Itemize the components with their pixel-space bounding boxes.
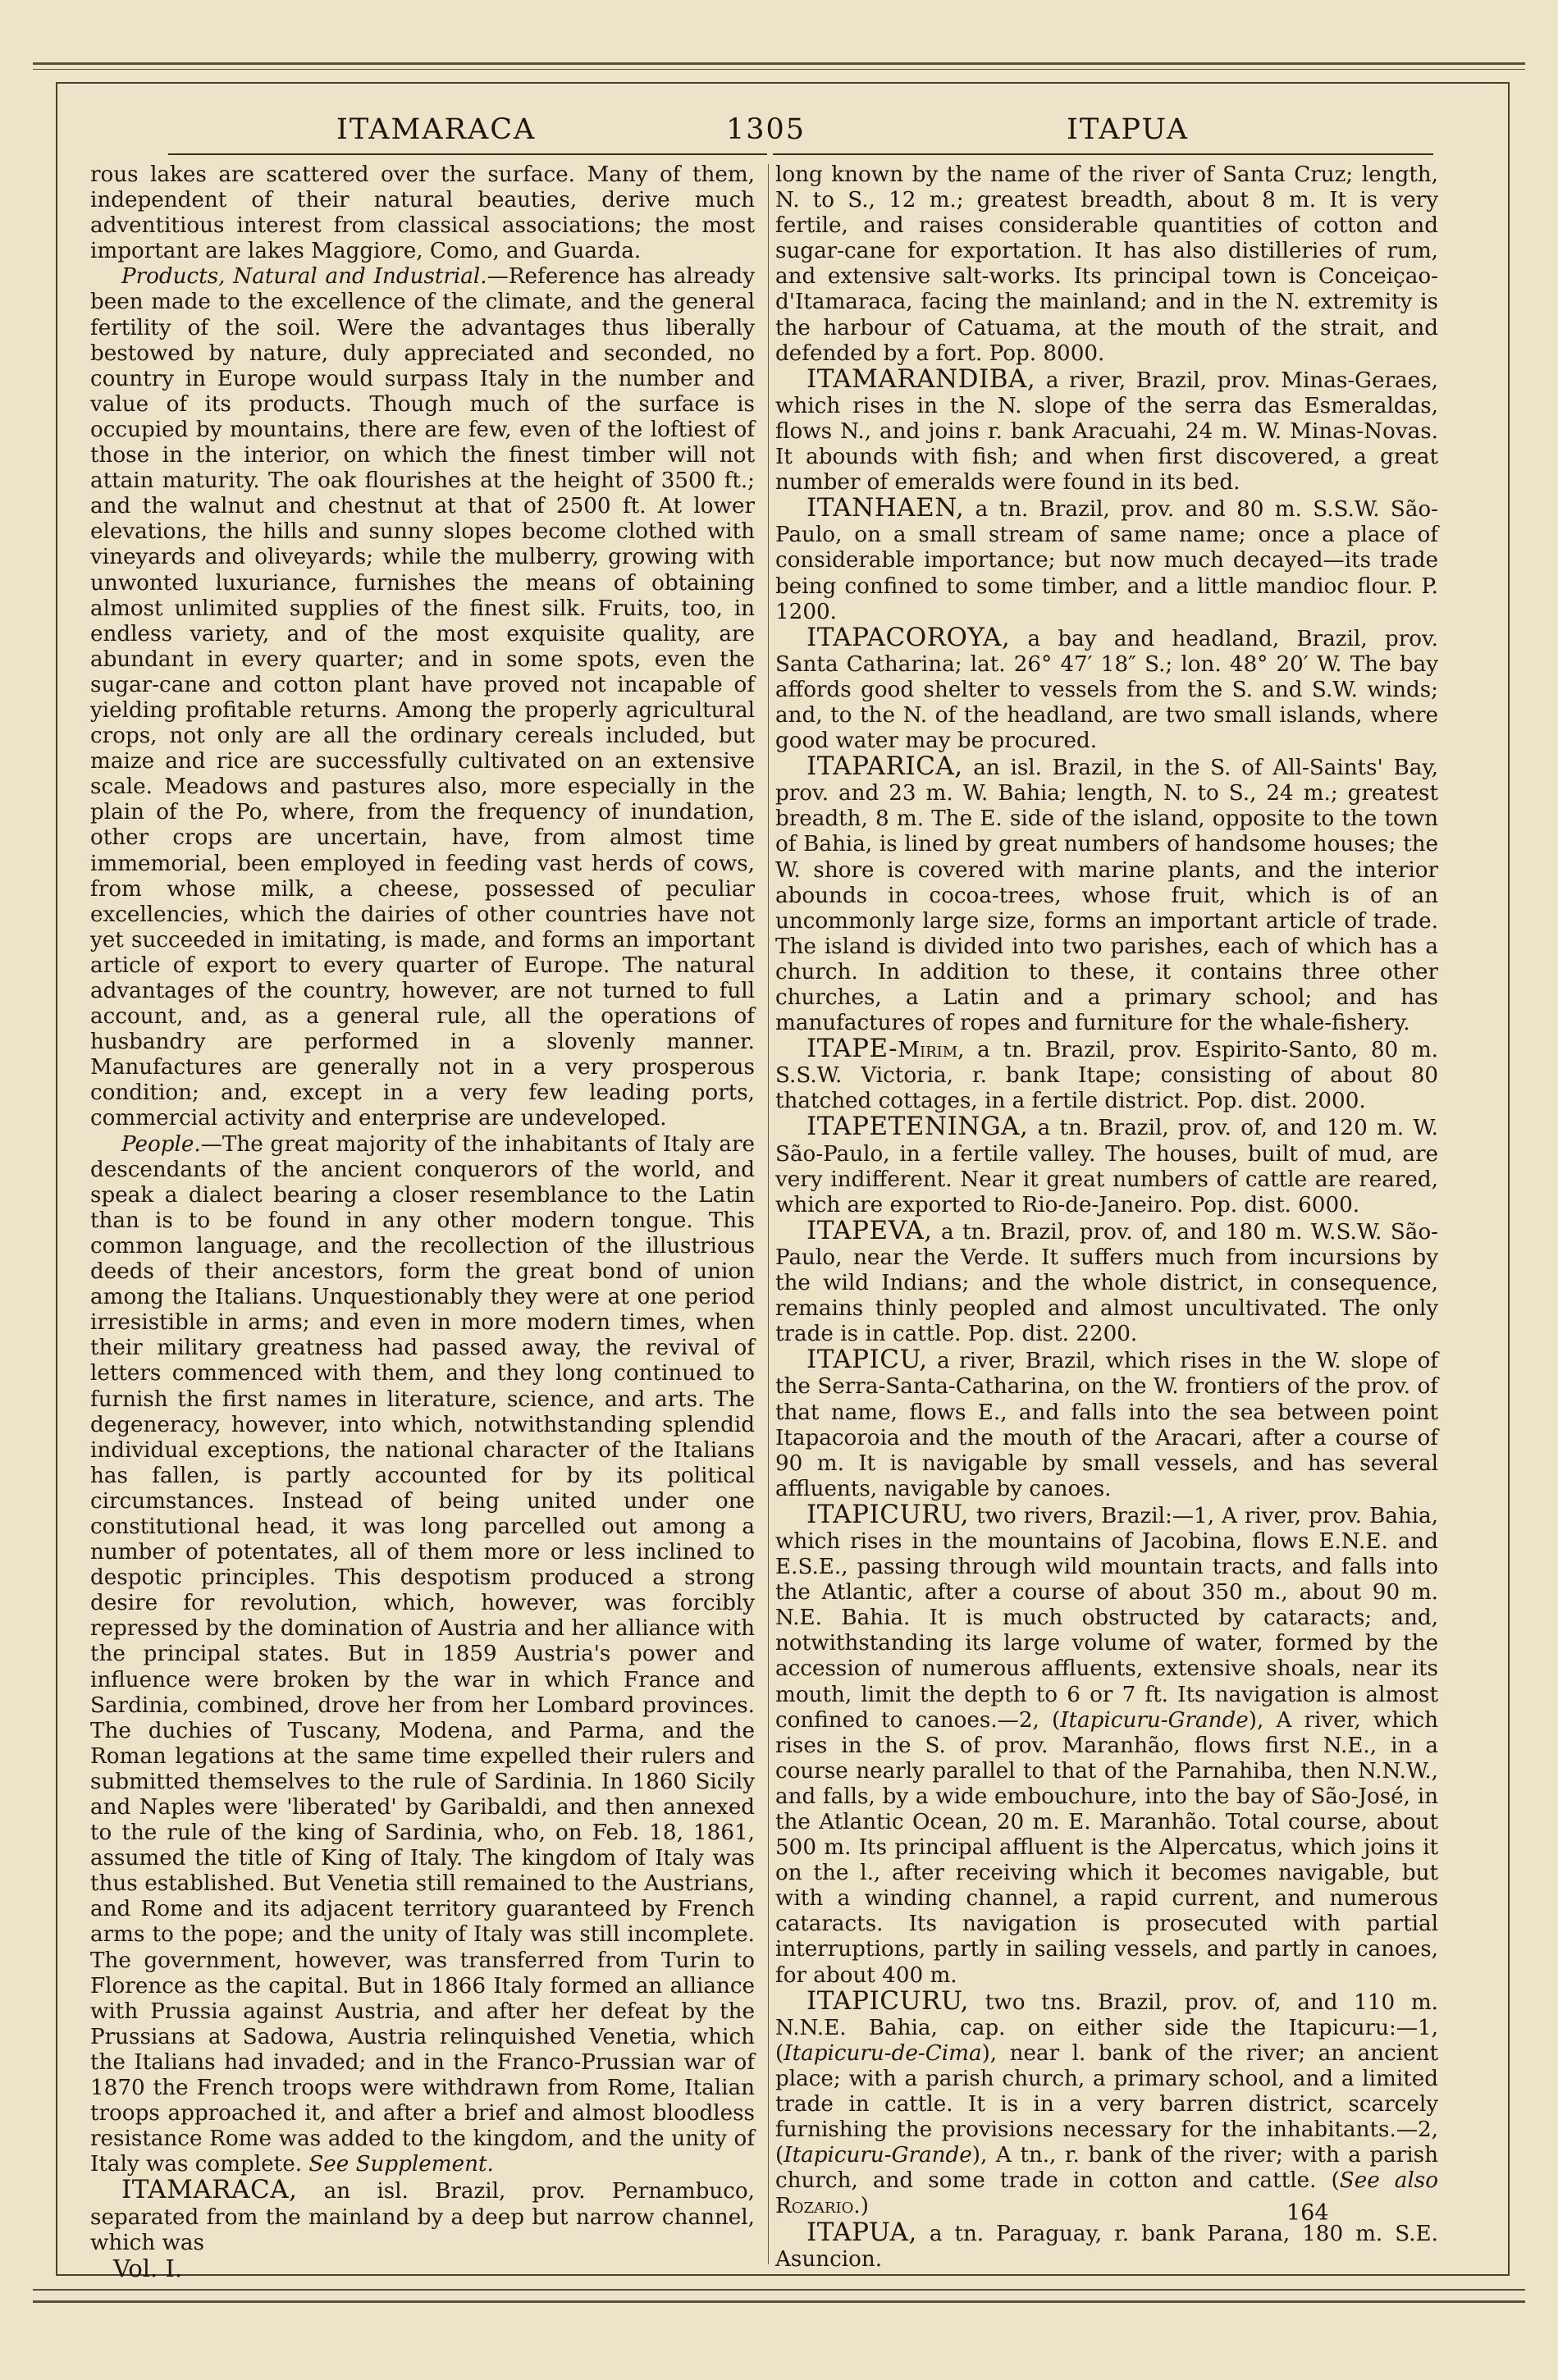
- volume-label: Vol. I.: [113, 2254, 183, 2282]
- left-column: [90, 162, 755, 2256]
- paragraph-lakes: rous lakes are scattered over the surface. Many of them, independent of their natural beauties, derive much adventitious interest from classical associations; the most important are lakes Maggiore, Como, and Guarda.: [90, 162, 755, 264]
- entry-text: two tns. Brazil, prov. of, and 110 m. N.N.E. Bahia, cap. on either side the Itapicuru:—1, (: [775, 1989, 1438, 2066]
- bottom-rule-thick: [33, 2300, 1525, 2303]
- header-rule-right: [773, 153, 1433, 155]
- entry-text: two rivers, Brazil:—1, A river, prov. Bahia, which rises in the mountains of Jacobina, flows E.N.E. and E.S.E., passing through wild mountain tracts, and falls into the Atlantic, after a course of about 350 m., about 90 m. N.E. Bahia. It is much obstructed by cataracts; and, notwithstanding its large volume of water, formed by the accession of numerous affluents, extensive shoals, near its mouth, limit the depth to 6 or 7 ft. Its navigation is almost confined to canoes.—2, (: [775, 1503, 1438, 1733]
- entry-text: a river, Brazil, which rises in the W. slope of the Serra-Santa-Catharina, on the W. frontiers of the prov. of that name, flows E., and falls into the sea between point Itapacoroia and the mouth of the Aracari, after a course of 90 m. It is navigable by small vessels, and has several affluents, navigable by canoes.: [775, 1349, 1439, 1501]
- entry-text: a tn. Brazil, prov. of, and 120 m. W. São-Paulo, in a fertile valley. The houses, built of mud, are very indifferent. Near it great numbers of cattle are reared, which are exported to Rio-de-Janeiro. Pop. dist. 6000.: [775, 1116, 1438, 1217]
- cross-reference: Rozario.: [775, 2194, 861, 2219]
- entry-text: an isl. Brazil, in the S. of All-Saints' Bay, prov. and 23 m. W. Bahia; length, N. to S., 24 m.; greatest breadth, 8 m. The E. side of the island, opposite to the town of Bahia, is lined by great numbers of handsome houses; the W. shore is covered with marine plants, and the interior abounds in cocoa-trees, whose fruit, which is of an uncommonly large size, forms an important article of trade. The island is divided into two parishes, each of which has a church. In addition to these, it contains three other churches, a Latin and a primary school; and has manufactures of ropes and furniture for the whale-fishery.: [775, 756, 1438, 1036]
- running-head-left: ITAMARACA: [336, 113, 537, 146]
- header-rule-left: [168, 153, 767, 155]
- entry-itamarandiba: [775, 363, 1438, 496]
- entry-head: ITAPE-: [806, 1034, 898, 1064]
- entry-itapicu: [775, 1347, 1438, 1502]
- entry-itamaraca: [90, 2177, 755, 2255]
- paragraph-people-text: —The great majority of the inhabitants of Italy are descendants of the ancient conquerors of the world, and speak a dialect bearing a closer resemblance to the Latin than is to be found in any other modern tongue. This common language, and the recollection of the illustrious deeds of their ancestors, form the great bond of union among the Italians. Unquestionably they were at one period irresistible in arms; and even in more modern times, when their military greatness had passed away, the revival of letters commenced with them, and they long continued to furnish the first names in literature, science, and arts. The degeneracy, however, into which, notwithstanding splendid individual exceptions, the national character of the Italians has fallen, is partly accounted for by its political circumstances. Instead of being united under one constitutional head, it was long parcelled out among a number of potentates, all of them more or less inclined to despotic principles. This despotism produced a strong desire for revolution, which, however, was forcibly repressed by the domination of Austria and her alliance with the principal states. But in 1859 Austria's power and influence were broken by the war in which France and Sardinia, combined, drove her from her Lombard provinces. The duchies of Tuscany, Modena, and Parma, and the Roman legations at the same time expelled their rulers and submitted themselves to the rule of Sardinia. In 1860 Sicily and Naples were 'liberated' by Garibaldi, and then annexed to the rule of the king of Sardinia, who, on Feb. 18, 1861, assumed the title of King of Italy. The kingdom of Italy was thus established. But Venetia still remained to the Austrians, and Rome and its adjacent territory guaranteed by French arms to the pope; and the unity of Italy was still incomplete. The government, however, was transferred from Turin to Florence as the capital. But in 1866 Italy formed an alliance with Prussia against Austria, and after her defeat by the Prussians at Sadowa, Austria relinquished Venetia, which the Italians had invaded; and in the Franco-Prussian war of 1870 the French troops were withdrawn from Rome, Italian troops approached it, and after a brief and almost bloodless resistance Rome was added to the kingdom, and the unity of Italy was complete.: [90, 1131, 755, 2177]
- right-column: [775, 162, 1438, 2273]
- entry-text: ): [860, 2194, 869, 2219]
- entry-itape-mirim: [775, 1036, 1438, 1114]
- entry-text-itamaraca: an isl. Brazil, prov. Pernambuco, separated from the mainland by a deep but narrow channel, which was: [90, 2179, 755, 2255]
- entry-itanhaen: [775, 493, 1439, 624]
- entry-head: ITAMARANDIBA,: [806, 363, 1036, 394]
- entry-itapacoroya: [775, 622, 1438, 754]
- entry-head: ITAPICURU,: [806, 1499, 970, 1529]
- column-divider: [768, 164, 769, 2264]
- top-rule: [33, 62, 1525, 65]
- entry-itaparica: [775, 751, 1438, 1036]
- entry-head: ITANHAEN,: [806, 493, 965, 523]
- paragraph-products: [90, 264, 755, 1131]
- signature-mark: 164: [1286, 2200, 1329, 2226]
- entry-itapua: [775, 2217, 1439, 2273]
- entry-text: a tn. Brazil, prov. of, and 180 m. W.S.W. São-Paulo, near the Verde. It suffers much from incursions by the wild Indians; and the whole district, in consequence, remains thinly peopled and almost uncultivated. The only trade is in cattle. Pop. dist. 2200.: [775, 1219, 1438, 1347]
- entry-head: ITAPACOROYA,: [806, 622, 1011, 652]
- running-head-right: ITAPUA: [1067, 113, 1190, 146]
- paragraph-products-text: —Reference has already been made to the excellence of the climate, and the general fertility of the soil. Were the advantages thus liberally bestowed by nature, duly appreciated and seconded, no country in Europe would surpass Italy in the number and value of its products. Though much of the surface is occupied by mountains, there are few, even of the loftiest of those in the interior, on which the finest timber will not attain maturity. The oak flourishes at the height of 3500 ft.; and the walnut and chestnut at that of 2500 ft. At lower elevations, the hills and sunny slopes become clothed with vineyards and oliveyards; while the mulberry, growing with unwonted luxuriance, furnishes the means of obtaining almost unlimited supplies of the finest silk. Fruits, too, in endless variety, and of the most exquisite quality, are abundant in every quarter; and in some spots, even the sugar-cane and cotton plant have proved not incapable of yielding profitable returns. Among the properly agricultural crops, not only are all the ordinary cereals included, but maize and rice are successfully cultivated on an extensive scale. Meadows and pastures also, more especially in the plain of the Po, where, from the frequency of inundation, other crops are uncertain, have, from almost time immemorial, been employed in feeding vast herds of cows, from whose milk, a cheese, possessed of peculiar excellencies, which the dairies of other countries have not yet succeeded in imitating, is made, and forms an important article of export to every quarter of Europe. The natural advantages of the country, however, are not turned to full account, and, as a general rule, all the operations of husbandry are performed in a slovenly manner. Manufactures are generally not in a very prosperous condition; and, except in a very few leading ports, commercial activity and enterprise are undeveloped.: [90, 264, 755, 1131]
- see-also: See also: [1339, 2168, 1438, 2194]
- see-supplement: See Supplement.: [308, 2152, 494, 2177]
- entry-itapicuru-towns: [775, 1985, 1438, 2220]
- entry-itapicuru-rivers: [775, 1499, 1438, 1989]
- top-rule-thin: [33, 69, 1525, 70]
- entry-text: a tn. Brazil, prov. and 80 m. S.S.W. São-Paulo, on a small stream of same name; once a place of considerable importance; but now much decayed—its trade being confined to some timber, and a little mandioc flour. P. 1200.: [775, 497, 1439, 624]
- entry-head: ITAPICURU,: [806, 1985, 970, 2016]
- entry-text: a tn. Brazil, prov. Espirito-Santo, 80 m. S.S.W. Victoria, r. bank Itape; consisting of about 80 thatched cottages, in a fertile district. Pop. dist. 2000.: [775, 1038, 1438, 1114]
- entry-text: a bay and headland, Brazil, prov. Santa Catharina; lat. 26° 47′ 18″ S.; lon. 48° 20′ W. The bay affords good shelter to vessels from the S. and S.W. winds; and, to the N. of the headland, are two small islands, where good water may be procured.: [775, 626, 1438, 754]
- page-number: 1305: [726, 113, 806, 146]
- entry-text: a tn. Paraguay, r. bank Parana, 180 m. S.E. Asuncion.: [775, 2221, 1439, 2272]
- section-label-products: Products, Natural and Industrial.: [121, 264, 487, 290]
- entry-head: ITAPUA,: [806, 2217, 917, 2247]
- entry-itapeva: [775, 1215, 1438, 1347]
- bottom-rule: [33, 2289, 1525, 2291]
- entry-itamaraca-continued: long known by the name of the river of Santa Cruz; length, N. to S., 12 m.; greatest breadth, about 8 m. It is very fertile, and raises considerable quantities of cotton and sugar-cane for exportation. It has also distilleries of rum, and extensive salt-works. Its principal town is Conceiçao-d'Itamaraca, facing the mainland; and in the N. extremity is the harbour of Catuama, at the mouth of the strait, and defended by a fort. Pop. 8000.: [775, 162, 1438, 366]
- paragraph-people: [90, 1132, 755, 2178]
- entry-text: ), A river, which rises in the S. of prov. Maranhão, flows first N.E., in a course nearly parallel to that of the Parnahiba, then N.N.W., and falls, by a wide embouchure, into the bay of São-José, in the Atlantic Ocean, 20 m. E. Maranhão. Total course, about 500 m. Its principal affluent is the Alpercatus, which joins it on the l., after receiving which it becomes navigable, but with a winding channel, a rapid current, and numerous cataracts. Its navigation is prosecuted with partial interruptions, partly in sailing vessels, and partly in canoes, for about 400 m.: [775, 1707, 1438, 1988]
- entry-text: ), A tn., r. bank of the river; with a parish church, and some trade in cotton and cattle. (: [775, 2143, 1438, 2194]
- entry-text: ), near l. bank of the river; an ancient place; with a parish church, a primary school, and a limited trade in cattle. It is in a very barren district, scarcely furnishing the provisions necessary for the inhabitants.—2, (: [775, 2040, 1438, 2168]
- entry-itapeteninga: [775, 1114, 1438, 1217]
- entry-head-smallcaps: Mirim,: [898, 1038, 965, 1063]
- entry-italic: Itapicuru-de-Cima: [784, 2040, 982, 2066]
- entry-head: ITAPETENINGA,: [806, 1112, 1029, 1142]
- entry-head: ITAPEVA,: [806, 1215, 933, 1245]
- entry-head: ITAPICU,: [806, 1345, 928, 1375]
- entry-head: ITAPARICA,: [806, 751, 963, 782]
- entry-italic: Itapicuru-Grande: [784, 2143, 972, 2168]
- entry-italic: Itapicuru-Grande: [1060, 1707, 1249, 1733]
- entry-text: a river, Brazil, prov. Minas-Geraes, which rises in the N. slope of the serra das Esmeraldas, flows N., and joins r. bank Aracuahi, 24 m. W. Minas-Novas. It abounds with fish; and when first discovered, a great number of emeralds were found in its bed.: [775, 368, 1438, 496]
- section-label-people: People.: [121, 1131, 201, 1157]
- entry-head-itamaraca: ITAMARACA,: [121, 2175, 298, 2205]
